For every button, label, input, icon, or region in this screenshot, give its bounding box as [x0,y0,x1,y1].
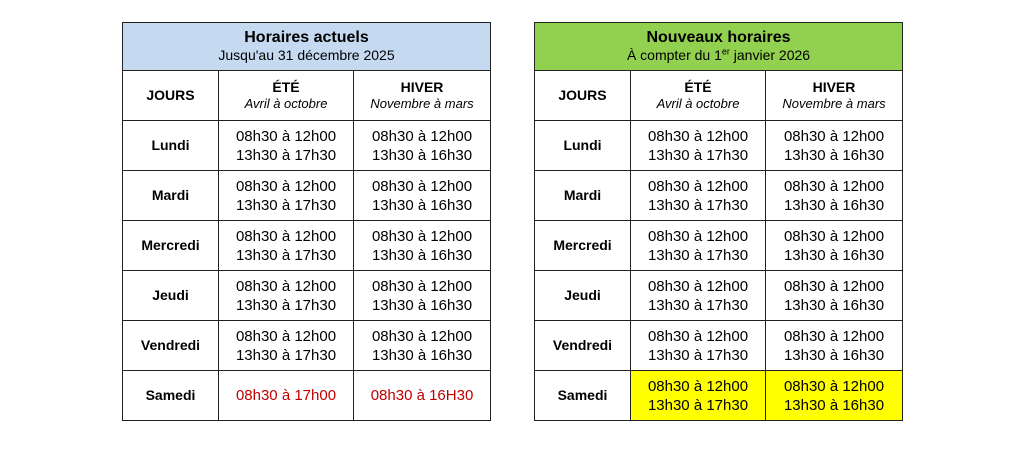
current-title: Horaires actuels [244,29,369,46]
hours-range: 13h30 à 16h30 [371,146,473,164]
hours-range: 08h30 à 12h00 [235,177,337,195]
current-subtitle: Jusqu'au 31 décembre 2025 [218,47,395,63]
hours-range: 08h30 à 12h00 [783,227,885,245]
summer-hours-cell [219,121,354,171]
day-cell [123,371,219,421]
summer-hours-cell [631,221,766,271]
hours-range: 13h30 à 16h30 [783,146,885,164]
hours-range: 08h30 à 12h00 [647,277,749,295]
new-subtitle [535,47,902,64]
hours-range: 13h30 à 17h30 [647,246,749,264]
new-days-header-label: JOURS [558,86,607,103]
day-label: Lundi [151,136,190,153]
winter-hours-cell [766,271,903,321]
hours-range: 13h30 à 17h30 [647,346,749,364]
table-row [535,321,903,371]
summer-hours-cell [219,271,354,321]
new-subtitle-start: À compter du 1 [626,47,722,63]
hours-range: 13h30 à 17h30 [647,196,749,214]
hours-range: 13h30 à 16h30 [783,396,885,414]
hours-range: 13h30 à 16h30 [783,346,885,364]
table-row [535,371,903,421]
hours-range: 08h30 à 12h00 [783,177,885,195]
winter-hours-cell [766,371,903,421]
day-cell [535,371,631,421]
new-subtitle-end: janvier 2026 [729,47,811,63]
new-summer-label: ÉTÉ [684,79,712,95]
hours-range: 13h30 à 17h30 [647,296,749,314]
day-cell [535,321,631,371]
hours-range: 08h30 à 16H30 [370,387,474,404]
table-row [123,171,491,221]
new-summer-sublabel: Avril à octobre [656,96,740,111]
winter-hours-cell [766,321,903,371]
summer-hours-cell [631,121,766,171]
current-summer-sublabel: Avril à octobre [244,96,328,111]
winter-hours-cell [354,271,491,321]
hours-range: 08h30 à 12h00 [371,327,473,345]
day-label: Vendredi [552,336,613,353]
day-cell [123,171,219,221]
new-winter-label: HIVER [812,79,856,95]
current-title-cell [123,23,491,71]
hours-range: 08h30 à 12h00 [371,177,473,195]
current-days-header-label: JOURS [146,86,195,103]
summer-hours-cell [631,271,766,321]
hours-range: 08h30 à 12h00 [235,277,337,295]
hours-range: 08h30 à 12h00 [783,327,885,345]
winter-hours-cell [354,171,491,221]
hours-range: 08h30 à 12h00 [647,377,749,395]
summer-hours-cell [631,371,766,421]
day-label: Lundi [563,136,602,153]
hours-range: 08h30 à 12h00 [783,377,885,395]
hours-range: 08h30 à 12h00 [235,127,337,145]
day-label: Mardi [563,186,602,203]
hours-range: 13h30 à 17h30 [235,246,337,264]
current-winter-label: HIVER [400,79,444,95]
table-row [535,171,903,221]
day-label: Samedi [145,386,196,403]
hours-range: 13h30 à 17h30 [235,146,337,164]
hours-range: 08h30 à 12h00 [371,277,473,295]
day-label: Mercredi [141,236,200,253]
new-days-header [535,71,631,121]
summer-hours-cell [631,171,766,221]
winter-hours-cell [766,171,903,221]
hours-range: 13h30 à 16h30 [371,246,473,264]
hours-range: 08h30 à 12h00 [235,327,337,345]
winter-hours-cell [354,121,491,171]
summer-hours-cell [219,371,354,421]
table-row [535,121,903,171]
day-cell [535,171,631,221]
hours-range: 08h30 à 12h00 [371,127,473,145]
new-subtitle-superscript: er [721,46,730,57]
new-summer-header [631,71,766,121]
table-row [535,271,903,321]
hours-range: 08h30 à 12h00 [235,227,337,245]
hours-range: 13h30 à 16h30 [783,196,885,214]
day-label: Mercredi [553,236,612,253]
new-schedule-table [534,22,903,421]
day-cell [123,271,219,321]
winter-hours-cell [354,371,491,421]
hours-range: 08h30 à 12h00 [647,327,749,345]
table-row [123,371,491,421]
new-winter-header [766,71,903,121]
day-label: Jeudi [152,286,189,303]
hours-range: 13h30 à 17h30 [647,146,749,164]
table-row [123,321,491,371]
hours-range: 13h30 à 16h30 [783,246,885,264]
table-row [535,221,903,271]
table-row [123,271,491,321]
day-label: Samedi [557,386,608,403]
hours-range: 08h30 à 12h00 [783,127,885,145]
summer-hours-cell [219,221,354,271]
hours-range: 08h30 à 12h00 [647,227,749,245]
hours-range: 08h30 à 12h00 [647,127,749,145]
hours-range: 13h30 à 17h30 [235,346,337,364]
new-schedule-body [535,121,903,421]
new-winter-sublabel: Novembre à mars [782,96,886,111]
winter-hours-cell [354,221,491,271]
summer-hours-cell [631,321,766,371]
hours-range: 13h30 à 16h30 [371,196,473,214]
day-label: Jeudi [564,286,601,303]
table-row [123,221,491,271]
day-cell [123,221,219,271]
hours-range: 13h30 à 17h30 [235,296,337,314]
hours-range: 13h30 à 17h30 [235,196,337,214]
hours-range: 13h30 à 16h30 [783,296,885,314]
current-schedule-table [122,22,491,421]
day-label: Vendredi [140,336,201,353]
table-row [123,121,491,171]
hours-range: 08h30 à 12h00 [783,277,885,295]
current-summer-label: ÉTÉ [272,79,300,95]
current-summer-header [219,71,354,121]
day-cell [535,121,631,171]
day-cell [535,221,631,271]
new-title: Nouveaux horaires [646,29,791,46]
summer-hours-cell [219,321,354,371]
day-label: Mardi [151,186,190,203]
day-cell [123,321,219,371]
winter-hours-cell [766,221,903,271]
day-cell [535,271,631,321]
summer-hours-cell [219,171,354,221]
hours-range: 08h30 à 17h00 [235,387,337,404]
hours-range: 13h30 à 16h30 [371,296,473,314]
new-title-cell [535,23,903,71]
current-days-header [123,71,219,121]
winter-hours-cell [766,121,903,171]
hours-range: 08h30 à 12h00 [371,227,473,245]
hours-range: 13h30 à 16h30 [371,346,473,364]
hours-range: 13h30 à 17h30 [647,396,749,414]
current-winter-sublabel: Novembre à mars [370,96,474,111]
current-schedule-body [123,121,491,421]
winter-hours-cell [354,321,491,371]
day-cell [123,121,219,171]
current-winter-header [354,71,491,121]
hours-range: 08h30 à 12h00 [647,177,749,195]
